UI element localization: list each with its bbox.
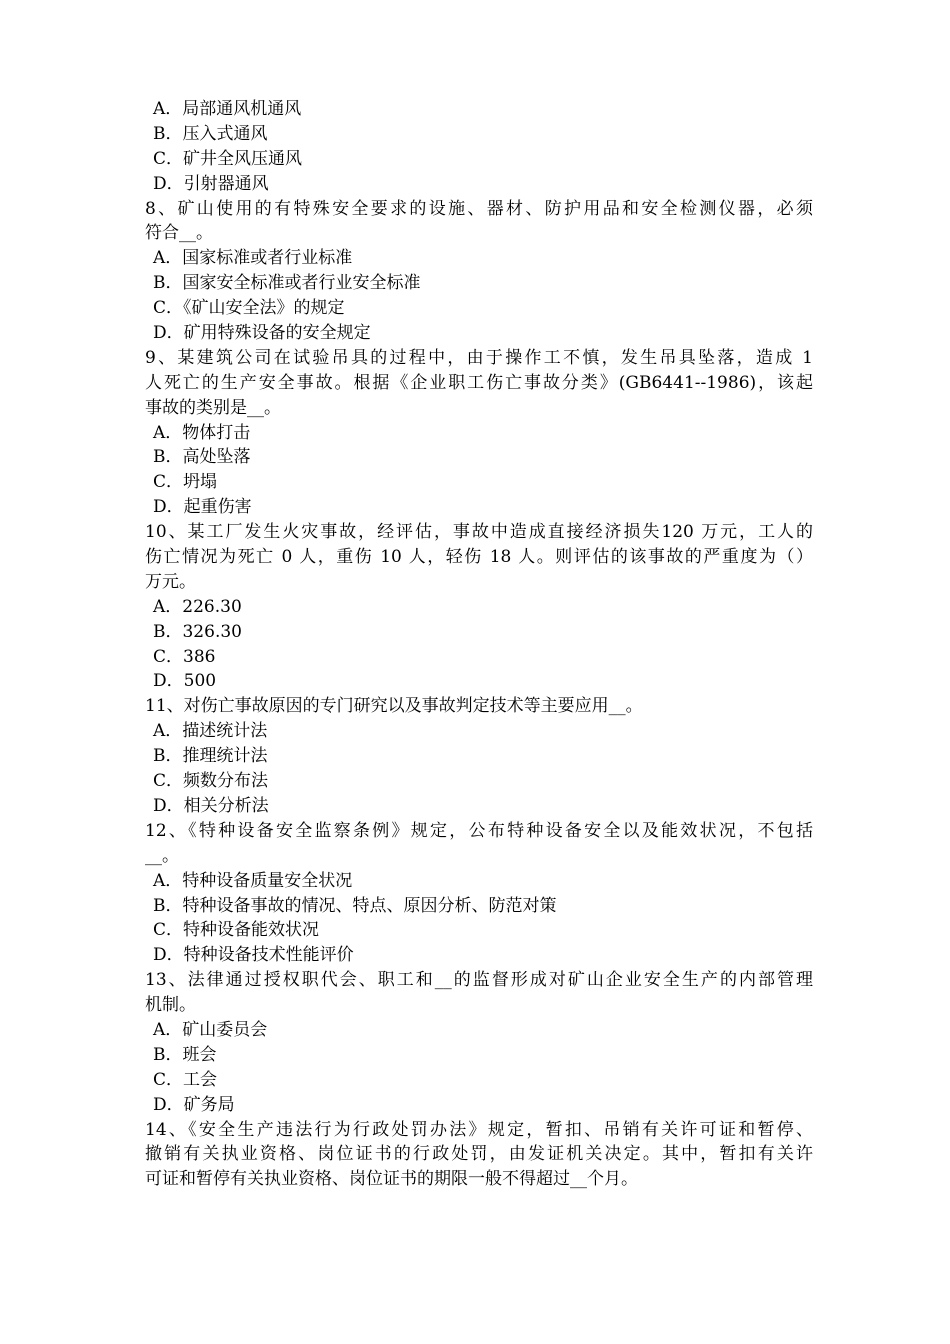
question-block [145, 694, 813, 818]
question-stem-line: 符合__。 [145, 223, 213, 244]
question-stem-line: 14、《安全生产违法行为行政处罚办法》规定，暂扣、吊销有关许可证和暂停、 [145, 1119, 813, 1140]
answer-option: A．描述统计法 [153, 721, 268, 742]
document-page [145, 97, 813, 1192]
answer-option: C．工会 [153, 1069, 218, 1090]
answer-option: B．326.30 [153, 621, 242, 642]
answer-option: B．推理统计法 [153, 746, 268, 767]
question-block [145, 968, 813, 1117]
question-stem-line: 事故的类别是__。 [145, 397, 281, 418]
answer-option: A．矿山委员会 [153, 1019, 268, 1040]
answer-option: A．特种设备质量安全状况 [153, 870, 353, 891]
answer-option: D．引射器通风 [153, 173, 269, 194]
answer-option: D．500 [153, 671, 217, 692]
question-stem-line: 9、某建筑公司在试验吊具的过程中，由于操作工不慎，发生吊具坠落，造成 1 [145, 347, 813, 368]
question-block [145, 520, 813, 694]
question-block [145, 346, 813, 520]
question-stem-line: 万元。 [145, 571, 196, 592]
answer-option: B．压入式通风 [153, 123, 268, 144]
question-stem-line: 伤亡情况为死亡 0 人，重伤 10 人，轻伤 18 人。则评估的该事故的严重度为（） [145, 547, 813, 568]
answer-option: A．局部通风机通风 [153, 99, 302, 119]
answer-option: D．矿用特殊设备的安全规定 [153, 323, 371, 344]
question-stem-line: __。 [145, 845, 179, 866]
answer-option: C．坍塌 [153, 472, 218, 493]
option-group [145, 97, 813, 197]
answer-option: D．特种设备技术性能评价 [153, 945, 354, 966]
answer-option: A．国家标准或者行业标准 [153, 248, 353, 269]
answer-option: A．226.30 [153, 596, 242, 617]
question-stem-line: 机制。 [145, 995, 196, 1016]
question-stem-line: 13、法律通过授权职代会、职工和__的监督形成对矿山企业安全生产的内部管理 [145, 970, 813, 991]
answer-option: B．高处坠落 [153, 447, 251, 468]
question-stem-line: 撤销有关执业资格、岗位证书的行政处罚，由发证机关决定。其中，暂扣有关许 [145, 1144, 813, 1165]
question-stem-line: 10、某工厂发生火灾事故，经评估，事故中造成直接经济损失120 万元，工人的 [145, 522, 813, 543]
answer-option: B．特种设备事故的情况、特点、原因分析、防范对策 [153, 895, 557, 916]
answer-option: C．矿井全风压通风 [153, 148, 303, 169]
answer-option: B．班会 [153, 1044, 217, 1065]
question-stem-line: 11、对伤亡事故原因的专门研究以及事故判定技术等主要应用__。 [145, 696, 643, 717]
question-stem-line: 人死亡的生产安全事故。根据《企业职工伤亡事故分类》(GB6441--1986)，该起 [145, 372, 813, 393]
answer-option: D．起重伤害 [153, 497, 252, 518]
answer-option: D．相关分析法 [153, 795, 269, 816]
question-block [145, 197, 813, 346]
question-stem-line: 12、《特种设备安全监察条例》规定，公布特种设备安全以及能效状况，不包括 [145, 820, 813, 841]
answer-option: C．频数分布法 [153, 771, 269, 792]
question-stem-line: 可证和暂停有关执业资格、岗位证书的期限一般不得超过__个月。 [145, 1169, 638, 1190]
question-block [145, 819, 813, 968]
question-block [145, 1118, 813, 1193]
answer-option: C．386 [153, 646, 216, 667]
answer-option: A．物体打击 [153, 422, 251, 443]
answer-option: C．特种设备能效状况 [153, 920, 320, 941]
answer-option: C．《矿山安全法》的规定 [153, 298, 345, 319]
question-stem-line: 8、矿山使用的有特殊安全要求的设施、器材、防护用品和安全检测仪器，必须 [145, 198, 813, 219]
answer-option: B．国家安全标准或者行业安全标准 [153, 273, 421, 294]
answer-option: D．矿务局 [153, 1094, 235, 1115]
